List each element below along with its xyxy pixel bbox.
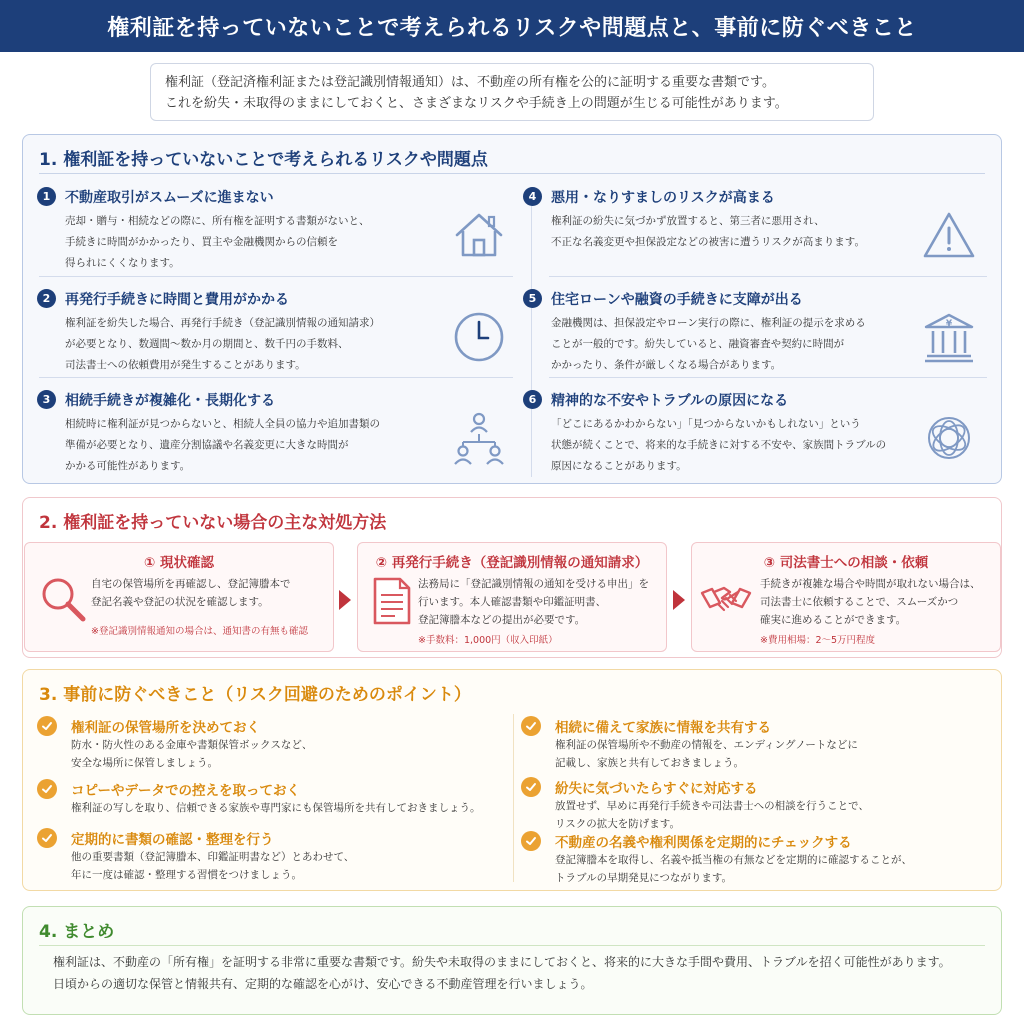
risk-body-line: 「どこにあるかわからない」「見つからないかもしれない」という [551,418,861,430]
risk-body [551,313,866,376]
risk-title: 精神的な不安やトラブルの原因になる [551,393,789,409]
risk-body-line: 相続時に権利証が見つからないと、相続人全員の協力や追加書類の [65,418,380,430]
risk-title: 不動産取引がスムーズに進まない [65,190,274,206]
step-title: ② 再発行手続き（登記識別情報の通知請求） [375,555,649,571]
warning-icon [921,207,977,263]
tip-body-line: リスクの拡大を防げます。 [555,818,680,830]
risk-item [523,289,993,387]
step-body [418,575,649,629]
tip-title: コピーやデータでの控えを取っておく [71,783,300,799]
step-body-line: 自宅の保管場所を再確認し、登記簿謄本で [91,578,291,590]
countermeasures-section-title: 2. 権利証を持っていない場合の主な対処方法 [39,513,387,533]
summary-section [22,906,1002,1015]
tip-title: 定期的に書類の確認・整理を行う [71,832,274,848]
tip-body-line: 登記簿謄本を取得し、名義や抵当権の有無などを定期的に確認することが、 [555,854,912,866]
risk-title: 相続手続きが複雑化・長期化する [65,393,275,409]
summary-line-2: 日頃からの適切な保管と情報共有、定期的な確認を心がけ、安心できる不動産管理を行いましょう。 [53,977,593,991]
risk-body-line: 権利証を紛失した場合、再発行手続き（登記識別情報の通知請求） [65,317,380,329]
risk-body-line: 得られにくくなります。 [65,257,180,269]
step-body-line: 手続きが複雑な場合や時間が取れない場合は、 [760,578,981,590]
step-note: ※費用相場：2〜5万円程度 [760,635,876,646]
tip-body-line: 放置せず、早めに再発行手続きや司法書士への相談を行うことで、 [555,800,869,812]
page-header [0,0,1024,52]
risk-number: 5 [523,289,542,308]
step-body-line: 司法書士に依頼することで、スムーズかつ [760,596,959,608]
tip-title: 権利証の保管場所を決めておく [71,720,260,736]
risk-body-line: かかったり、条件が厳しくなる場合があります。 [551,359,782,371]
tangle-icon [921,410,977,466]
check-icon [521,777,541,797]
risk-number: 3 [37,390,56,409]
divider [513,714,514,882]
svg-text:¥: ¥ [945,319,953,329]
risk-body [65,313,380,376]
tip-body [71,848,354,884]
risk-body-line: 司法書士への依頼費用が発生することがあります。 [65,359,306,371]
tip-body [71,736,312,772]
tip-title: 不動産の名義や権利関係を定期的にチェックする [555,835,852,851]
tip-item [521,777,991,830]
risk-body-line: ことが一般的です。紛失していると、融資審査や契約に時間が [551,338,845,350]
bank-icon [921,309,977,365]
step-card [691,542,1001,652]
document-icon [366,575,418,627]
risk-number: 2 [37,289,56,308]
step-title: ③ 司法書士への相談・依頼 [763,555,929,571]
tip-body-line: 権利証の保管場所や不動産の情報を、エンディングノートなどに [555,739,858,751]
risk-body-line: かかる可能性があります。 [65,460,191,472]
risk-body-line: 原因になることがあります。 [551,460,687,472]
risk-body-line: が必要となり、数週間〜数か月の期間と、数千円の手数料、 [65,338,349,350]
step-body-line: 登記名義や登記の状況を確認します。 [91,596,269,608]
check-icon [521,716,541,736]
check-icon [37,716,57,736]
step-body [91,575,291,611]
risks-section-title: 1. 権利証を持っていないことで考えられるリスクや問題点 [39,150,488,170]
divider [39,173,985,174]
step-body-line: 行います。本人確認書類や印鑑証明書、 [418,596,607,608]
magnifier-icon [37,573,89,625]
risk-body-line: 権利証の紛失に気づかず放置すると、第三者に悪用され、 [551,215,825,227]
tip-body-line: 記載し、家族と共有しておきましょう。 [555,757,744,769]
risk-body [551,414,886,477]
risk-item [37,390,513,488]
risk-body-line: 売却・贈与・相続などの際に、所有権を証明する書類がないと、 [65,215,370,227]
risk-body-line: 準備が必要となり、遺産分割協議や名義変更に大きな時間が [65,439,349,451]
tip-body-line: 他の重要書類（登記簿謄本、印鑑証明書など）とあわせて、 [71,851,355,863]
risk-title: 再発行手続きに時間と費用がかかる [65,292,289,308]
page-title: 権利証を持っていないことで考えられるリスクや問題点と、事前に防ぐべきこと [107,15,917,41]
risk-number: 1 [37,187,56,206]
check-icon [37,828,57,848]
step-card [24,542,334,652]
intro-line-2: これを紛失・未取得のままにしておくと、さまざまなリスクや手続き上の問題が生じる可能性があります。 [165,96,788,111]
clock-icon [451,309,507,365]
risk-item [37,187,513,285]
intro-box [150,63,874,121]
risk-title: 住宅ローンや融資の手続きに支障が出る [551,292,803,308]
summary-body [53,951,951,995]
tip-body [555,797,869,833]
risk-body [551,211,865,253]
tip-item [521,716,991,769]
handshake-icon [700,573,752,625]
house-icon [451,207,507,263]
arrow-right-icon [339,590,351,610]
risk-body-line: 手続きに時間がかかったり、買主や金融機関からの信頼を [65,236,338,248]
risk-body-line: 状態が続くことで、将来的な手続きに対する不安や、家族間トラブルの [551,439,887,451]
step-body-line: 登記簿謄本などの提出が必要です。 [418,614,586,626]
summary-line-1: 権利証は、不動産の「所有権」を証明する非常に重要な書類です。紛失や未取得のままにしておくと、将来的に大きな手間や費用、トラブルを招く可能性があります。 [53,955,951,969]
risk-item [37,289,513,387]
tip-item [37,716,507,769]
tip-body [555,736,858,772]
check-icon [521,831,541,851]
tip-title: 紛失に気づいたらすぐに対応する [555,781,758,797]
tip-body-line: 防水・防火性のある金庫や書類保管ボックスなど、 [71,739,313,751]
step-card [357,542,667,652]
risk-body [65,211,370,274]
risk-body-line: 不正な名義変更や担保設定などの被害に遭うリスクが高まります。 [551,236,865,248]
tip-body-line: 年に一度は確認・整理する習慣をつけましょう。 [71,869,302,881]
tip-title: 相続に備えて家族に情報を共有する [555,720,771,736]
risk-title: 悪用・なりすましのリスクが高まる [551,190,775,206]
step-note: ※登記識別情報通知の場合は、通知書の有無も確認 [91,626,308,637]
tip-item [521,831,991,884]
tip-item [37,828,507,881]
risk-number: 4 [523,187,542,206]
divider [39,945,985,946]
tip-body-line: トラブルの早期発見につながります。 [555,872,733,884]
family-tree-icon [451,410,507,466]
tip-item [37,779,507,819]
tip-body-line: 権利証の写しを取り、信頼できる家族や専門家にも保管場所を共有しておきましょう。 [71,802,481,814]
step-note: ※手数料：1,000円（収入印紙） [418,635,558,646]
step-body-line: 法務局に「登記識別情報の通知を受ける申出」を [418,578,649,590]
tip-body-line: 安全な場所に保管しましょう。 [71,757,218,769]
step-body-line: 確実に進めることができます。 [760,614,907,626]
risk-body-line: 金融機関は、担保設定やローン実行の際に、権利証の提示を求める [551,317,866,329]
countermeasures-section [22,497,1002,658]
risk-body [65,414,380,477]
risk-item [523,390,993,488]
risk-number: 6 [523,390,542,409]
risk-item [523,187,993,285]
risks-section [22,134,1002,484]
tip-body [71,799,481,817]
arrow-right-icon [673,590,685,610]
step-body [760,575,981,629]
summary-section-title: 4. まとめ [39,922,115,942]
step-title: ① 現状確認 [143,555,215,571]
intro-line-1: 権利証（登記済権利証または登記識別情報通知）は、不動産の所有権を公的に証明する重要な書類です。 [165,75,775,90]
prevention-section-title: 3. 事前に防ぐべきこと（リスク回避のためのポイント） [39,685,471,705]
tip-body [555,851,912,887]
prevention-section [22,669,1002,891]
check-icon [37,779,57,799]
